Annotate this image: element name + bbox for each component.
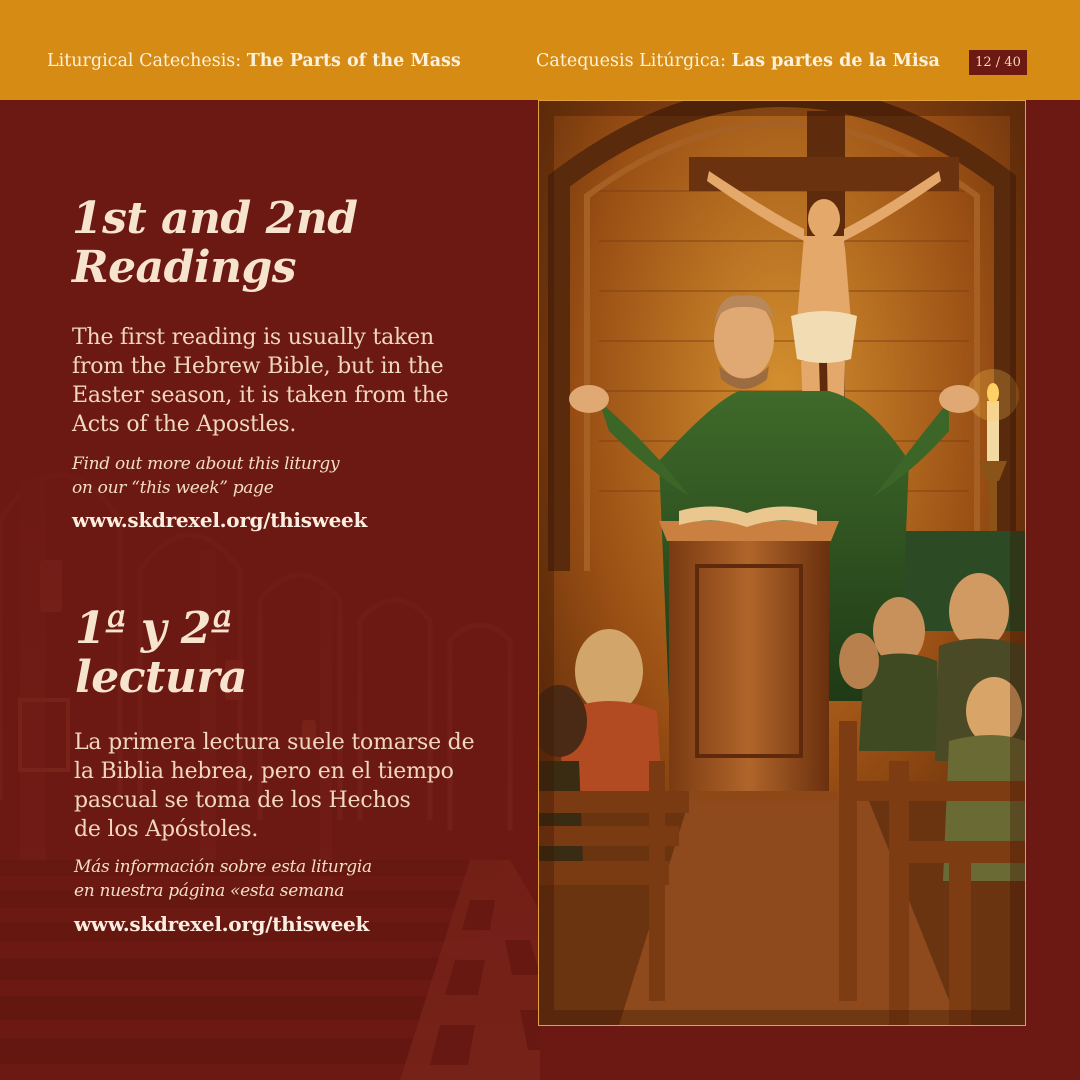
english-more-info-note: Find out more about this liturgy on our “this week” page	[72, 454, 340, 498]
spanish-heading: 1ª y 2ª lectura	[75, 603, 248, 703]
page-indicator-badge: 12 / 40	[969, 50, 1027, 75]
priest-reading-painting	[538, 100, 1026, 1026]
header-title-english: Liturgical Catechesis: The Parts of the Mass	[47, 51, 461, 71]
spanish-website-link[interactable]: www.skdrexel.org/thisweek	[74, 912, 370, 936]
spanish-more-info-note: Más información sobre esta liturgia en nuestra página «esta semana	[74, 857, 372, 901]
english-heading: 1st and 2nd Readings	[72, 193, 358, 293]
painting-illustration	[539, 101, 1025, 1025]
spanish-body-text: La primera lectura suele tomarse de la Biblia hebrea, pero en el tiempo pascual se toma de los Hechos de los Apóstoles.	[74, 730, 475, 842]
header-bar	[0, 0, 1080, 100]
english-body-text: The first reading is usually taken from the Hebrew Bible, but in the Easter season, it is taken from the Acts of the Apostles.	[72, 325, 449, 437]
english-website-link[interactable]: www.skdrexel.org/thisweek	[72, 508, 368, 532]
header-title-spanish: Catequesis Litúrgica: Las partes de la Misa	[536, 51, 940, 71]
